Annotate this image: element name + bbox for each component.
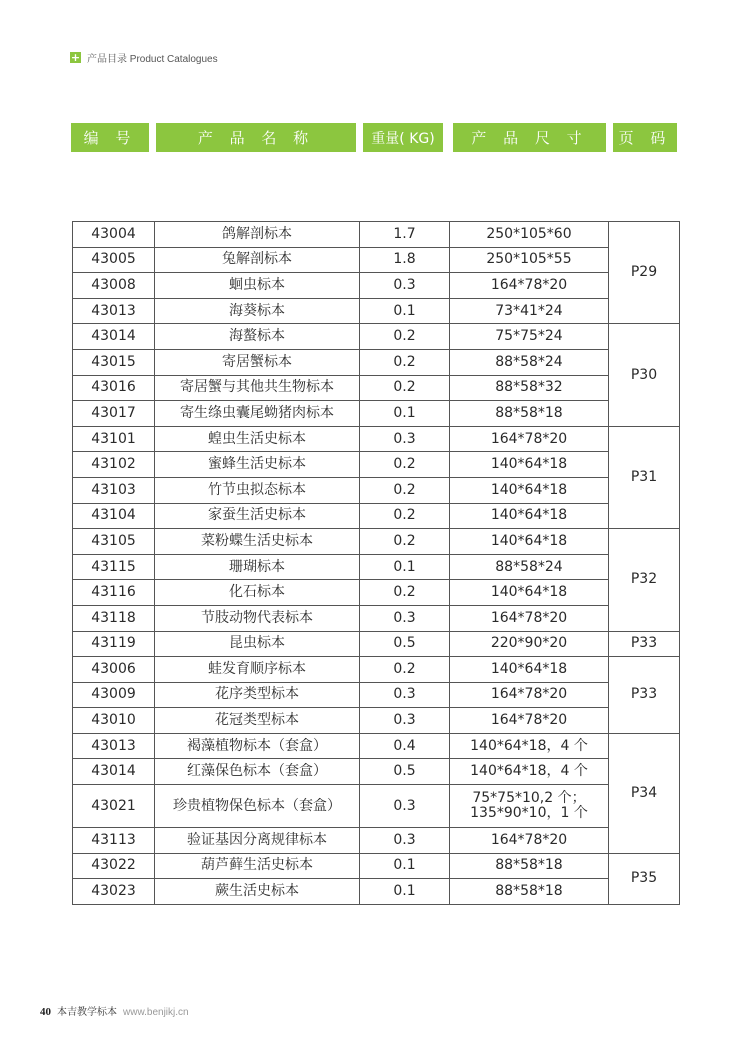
- header-code: 编 号: [71, 123, 149, 152]
- table-row: [73, 657, 680, 683]
- table-row: [73, 529, 680, 555]
- plus-icon: +: [70, 51, 81, 64]
- size-cell: 250*105*60: [450, 222, 609, 248]
- name-cell: 验证基因分离规律标本: [155, 828, 360, 854]
- size-cell: 164*78*20: [450, 828, 609, 854]
- table-row: [73, 375, 680, 401]
- code-cell: 43014: [73, 324, 155, 350]
- weight-cell: 0.3: [360, 828, 450, 854]
- name-cell: 菜粉蝶生活史标本: [155, 529, 360, 555]
- size-cell: 164*78*20: [450, 426, 609, 452]
- code-cell: 43103: [73, 477, 155, 503]
- table-row: [73, 580, 680, 606]
- code-cell: 43023: [73, 879, 155, 905]
- weight-cell: 1.7: [360, 222, 450, 248]
- name-cell: 海葵标本: [155, 298, 360, 324]
- code-cell: 43116: [73, 580, 155, 606]
- name-cell: 蛙发育顺序标本: [155, 657, 360, 683]
- size-cell: 140*64*18，4 个: [450, 759, 609, 785]
- code-cell: 43005: [73, 247, 155, 273]
- weight-cell: 0.3: [360, 273, 450, 299]
- size-cell: 88*58*24: [450, 349, 609, 375]
- page-cell: P33: [609, 631, 680, 657]
- size-cell: 88*58*24: [450, 554, 609, 580]
- name-cell: 化石标本: [155, 580, 360, 606]
- website-link[interactable]: www.benjikj.cn: [123, 1007, 189, 1018]
- size-cell: 75*75*24: [450, 324, 609, 350]
- code-cell: 43010: [73, 708, 155, 734]
- name-cell: 竹节虫拟态标本: [155, 477, 360, 503]
- code-cell: 43021: [73, 785, 155, 828]
- name-cell: 珊瑚标本: [155, 554, 360, 580]
- size-cell: 88*58*32: [450, 375, 609, 401]
- table-row: [73, 853, 680, 879]
- name-cell: 鸽解剖标本: [155, 222, 360, 248]
- code-cell: 43015: [73, 349, 155, 375]
- weight-cell: 0.3: [360, 605, 450, 631]
- table-row: [73, 324, 680, 350]
- catalog-section-label: [70, 50, 218, 65]
- page-footer: [40, 1003, 189, 1018]
- weight-cell: 0.3: [360, 426, 450, 452]
- weight-cell: 0.2: [360, 503, 450, 529]
- weight-cell: 0.3: [360, 785, 450, 828]
- size-cell: [450, 785, 609, 828]
- size-cell: 140*64*18: [450, 503, 609, 529]
- weight-cell: 0.5: [360, 759, 450, 785]
- size-cell: 88*58*18: [450, 401, 609, 427]
- table-row: [73, 785, 680, 828]
- name-cell: 寄生绦虫囊尾蚴猪肉标本: [155, 401, 360, 427]
- name-cell: 葫芦藓生活史标本: [155, 853, 360, 879]
- weight-cell: 0.4: [360, 733, 450, 759]
- name-cell: 寄居蟹标本: [155, 349, 360, 375]
- product-table: [72, 221, 680, 905]
- weight-cell: 0.1: [360, 879, 450, 905]
- code-cell: 43006: [73, 657, 155, 683]
- code-cell: 43119: [73, 631, 155, 657]
- table-row: [73, 477, 680, 503]
- size-cell: 164*78*20: [450, 682, 609, 708]
- page-cell: P30: [609, 324, 680, 426]
- header-size: 产 品 尺 寸: [453, 123, 606, 152]
- name-cell: 兔解剖标本: [155, 247, 360, 273]
- table-row: [73, 708, 680, 734]
- code-cell: 43017: [73, 401, 155, 427]
- table-row: [73, 452, 680, 478]
- code-cell: 43009: [73, 682, 155, 708]
- name-cell: 昆虫标本: [155, 631, 360, 657]
- table-row: [73, 682, 680, 708]
- header-name: 产 品 名 称: [156, 123, 356, 152]
- weight-cell: 0.2: [360, 477, 450, 503]
- code-cell: 43104: [73, 503, 155, 529]
- size-cell: 164*78*20: [450, 708, 609, 734]
- weight-cell: 0.3: [360, 708, 450, 734]
- weight-cell: 0.2: [360, 580, 450, 606]
- name-cell: 红藻保色标本（套盒）: [155, 759, 360, 785]
- table-row: [73, 605, 680, 631]
- code-cell: 43013: [73, 733, 155, 759]
- name-cell: 花序类型标本: [155, 682, 360, 708]
- name-cell: 蛔虫标本: [155, 273, 360, 299]
- weight-cell: 0.1: [360, 853, 450, 879]
- table-row: [73, 733, 680, 759]
- name-cell: 褐藻植物标本（套盒）: [155, 733, 360, 759]
- weight-cell: 0.2: [360, 529, 450, 555]
- page-cell: P33: [609, 657, 680, 734]
- code-cell: 43008: [73, 273, 155, 299]
- code-cell: 43118: [73, 605, 155, 631]
- page-cell: P35: [609, 853, 680, 904]
- weight-cell: 0.2: [360, 324, 450, 350]
- name-cell: 蝗虫生活史标本: [155, 426, 360, 452]
- name-cell: 节肢动物代表标本: [155, 605, 360, 631]
- brand-name: 本吉教学标本: [57, 1007, 117, 1018]
- size-cell: 140*64*18: [450, 580, 609, 606]
- page-cell: P34: [609, 733, 680, 853]
- size-cell: 220*90*20: [450, 631, 609, 657]
- table-row: [73, 879, 680, 905]
- header-weight: 重量( KG): [363, 123, 443, 152]
- size-cell: 140*64*18: [450, 477, 609, 503]
- size-line-1: 75*75*10,2 个；: [472, 790, 586, 807]
- name-cell: 寄居蟹与其他共生物标本: [155, 375, 360, 401]
- size-cell: 140*64*18: [450, 657, 609, 683]
- size-cell: 140*64*18: [450, 529, 609, 555]
- table-row: [73, 401, 680, 427]
- table-row: [73, 222, 680, 248]
- weight-cell: 0.2: [360, 452, 450, 478]
- size-cell: 73*41*24: [450, 298, 609, 324]
- size-cell: 164*78*20: [450, 605, 609, 631]
- size-cell: 88*58*18: [450, 879, 609, 905]
- weight-cell: 0.2: [360, 375, 450, 401]
- table-row: [73, 247, 680, 273]
- weight-cell: 0.3: [360, 682, 450, 708]
- size-cell: 164*78*20: [450, 273, 609, 299]
- code-cell: 43102: [73, 452, 155, 478]
- table-row: [73, 426, 680, 452]
- name-cell: 家蚕生活史标本: [155, 503, 360, 529]
- weight-cell: 1.8: [360, 247, 450, 273]
- code-cell: 43115: [73, 554, 155, 580]
- page-cell: P32: [609, 529, 680, 631]
- table-row: [73, 554, 680, 580]
- header-page: 页 码: [613, 123, 677, 152]
- weight-cell: 0.5: [360, 631, 450, 657]
- size-cell: 140*64*18: [450, 452, 609, 478]
- weight-cell: 0.1: [360, 401, 450, 427]
- table-row: [73, 631, 680, 657]
- code-cell: 43004: [73, 222, 155, 248]
- page-cell: P29: [609, 222, 680, 324]
- size-cell: 250*105*55: [450, 247, 609, 273]
- table-row: [73, 828, 680, 854]
- size-line-2: 135*90*10，1 个: [470, 805, 588, 822]
- size-cell: 140*64*18，4 个: [450, 733, 609, 759]
- page-cell: P31: [609, 426, 680, 528]
- name-cell: 蜜蜂生活史标本: [155, 452, 360, 478]
- code-cell: 43013: [73, 298, 155, 324]
- weight-cell: 0.2: [360, 657, 450, 683]
- weight-cell: 0.2: [360, 349, 450, 375]
- page-number: 40: [40, 1006, 51, 1018]
- table-row: [73, 503, 680, 529]
- name-cell: 珍贵植物保色标本（套盒）: [155, 785, 360, 828]
- code-cell: 43014: [73, 759, 155, 785]
- code-cell: 43101: [73, 426, 155, 452]
- weight-cell: 0.1: [360, 298, 450, 324]
- table-row: [73, 298, 680, 324]
- table-row: [73, 273, 680, 299]
- name-cell: 海螯标本: [155, 324, 360, 350]
- name-cell: 花冠类型标本: [155, 708, 360, 734]
- name-cell: 蕨生活史标本: [155, 879, 360, 905]
- size-cell: 88*58*18: [450, 853, 609, 879]
- catalog-label-text: 产品目录 Product Catalogues: [87, 54, 218, 65]
- code-cell: 43105: [73, 529, 155, 555]
- table-row: [73, 349, 680, 375]
- code-cell: 43022: [73, 853, 155, 879]
- code-cell: 43113: [73, 828, 155, 854]
- weight-cell: 0.1: [360, 554, 450, 580]
- table-row: [73, 759, 680, 785]
- code-cell: 43016: [73, 375, 155, 401]
